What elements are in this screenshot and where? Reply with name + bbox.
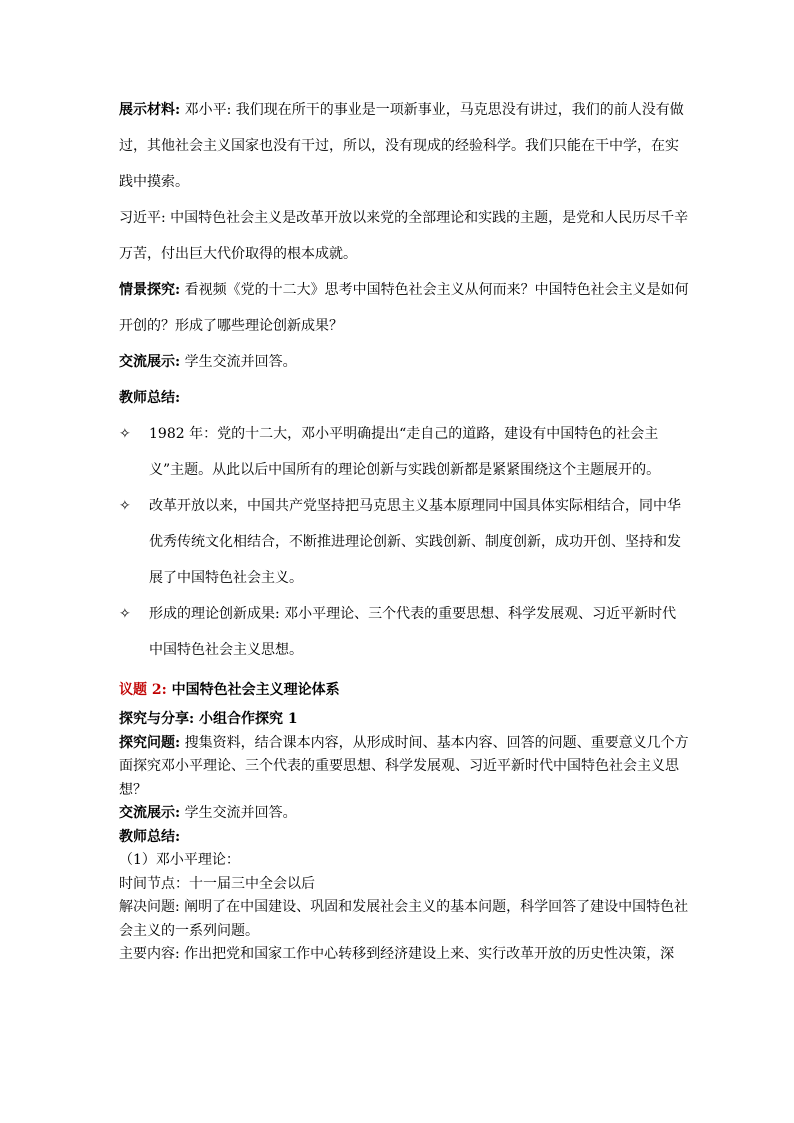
paragraph-label: 情景探究:: [119, 282, 181, 298]
paragraph-label: 探究问题:: [119, 734, 181, 751]
paragraph-text: 学生交流并回答。: [180, 805, 297, 821]
section-title-topic-2: [119, 674, 689, 706]
paragraph-scenario-inquiry: [119, 272, 689, 344]
bullet-item: [119, 596, 689, 668]
bullet-text: 形成的理论创新成果: 邓小平理论、三个代表的重要思想、科学发展观、习近平新时代中国特色社会主义思想。: [149, 606, 677, 658]
bullet-item: [119, 416, 689, 488]
paragraph-label: 教师总结:: [119, 390, 181, 406]
paragraph-teacher-summary-2: [119, 826, 689, 850]
paragraph-label: 交流展示:: [119, 354, 181, 370]
paragraph-solved-problem: [119, 896, 689, 943]
paragraph-label: 交流展示:: [119, 805, 181, 821]
bullet-item: [119, 488, 689, 596]
paragraph-text: 学生交流并回答。: [180, 354, 297, 370]
paragraph-exchange-display-2: [119, 802, 689, 826]
paragraph-explore-question: [119, 732, 689, 803]
paragraph-exchange-display: [119, 344, 689, 380]
paragraph-xi-quote: [119, 200, 689, 272]
paragraph-deng-theory: [119, 849, 689, 873]
paragraph-main-content: [119, 943, 689, 967]
paragraph-text: 时间节点：十一届三中全会以后: [119, 875, 315, 892]
paragraph-label: 探究与分享: 小组合作探究 1: [119, 711, 298, 727]
paragraph-text: 解决问题: 阐明了在中国建设、巩固和发展社会主义的基本问题，科学回答了建设中国特色社会主义的一系列问题。: [119, 899, 689, 939]
paragraph-time-node: [119, 873, 689, 897]
paragraph-text: 习近平: 中国特色社会主义是改革开放以来党的全部理论和实践的主题，是党和人民历尽千辛万苦，付出巨大代价取得的根本成就。: [119, 210, 689, 262]
paragraph-explore-share: [119, 708, 689, 732]
paragraph-label: 展示材料:: [119, 102, 181, 118]
bullet-text: 改革开放以来，中国共产党坚持把马克思主义基本原理同中国具体实际相结合，同中华优秀传统文化相结合，不断推进理论创新、实践创新、制度创新，成功开创、坚持和发展了中国特色社会主义。: [149, 498, 681, 586]
paragraph-text: 看视频《党的十二大》思考中国特色社会主义从何而来？中国特色社会主义是如何开创的？形成了哪些理论创新成果？: [119, 282, 689, 334]
section-number: 议题 2:: [119, 682, 167, 698]
paragraph-teacher-summary: [119, 380, 689, 416]
paragraph-text: 搜集资料，结合课本内容，从形成时间、基本内容、回答的问题、重要意义几个方面探究邓小平理论、三个代表的重要思想、科学发展观、习近平新时代中国特色社会主义思想？: [119, 734, 689, 798]
diamond-bullet-icon: ✧: [119, 426, 131, 442]
document-content: [119, 92, 689, 967]
paragraph-text: （1）邓小平理论：: [119, 852, 240, 868]
paragraph-text: 主要内容: 作出把党和国家工作中心转移到经济建设上来、实行改革开放的历史性决策，深: [119, 946, 675, 962]
paragraph-label: 教师总结:: [119, 828, 181, 845]
paragraph-text: 邓小平: 我们现在所干的事业是一项新事业，马克思没有讲过，我们的前人没有做过，其他社会主义国家也没有干过，所以，没有现成的经验科学。我们只能在干中学，在实践中摸索。: [119, 102, 684, 190]
bullet-text: 1982 年：党的十二大，邓小平明确提出“走自己的道路，建设有中国特色的社会主义”主题。从此以后中国所有的理论创新与实践创新都是紧紧围绕这个主题展开的。: [149, 426, 661, 478]
diamond-bullet-icon: ✧: [119, 606, 131, 622]
section-title-text: 中国特色社会主义理论体系: [166, 682, 340, 698]
diamond-bullet-icon: ✧: [119, 498, 131, 514]
paragraph-display-material: [119, 92, 689, 200]
